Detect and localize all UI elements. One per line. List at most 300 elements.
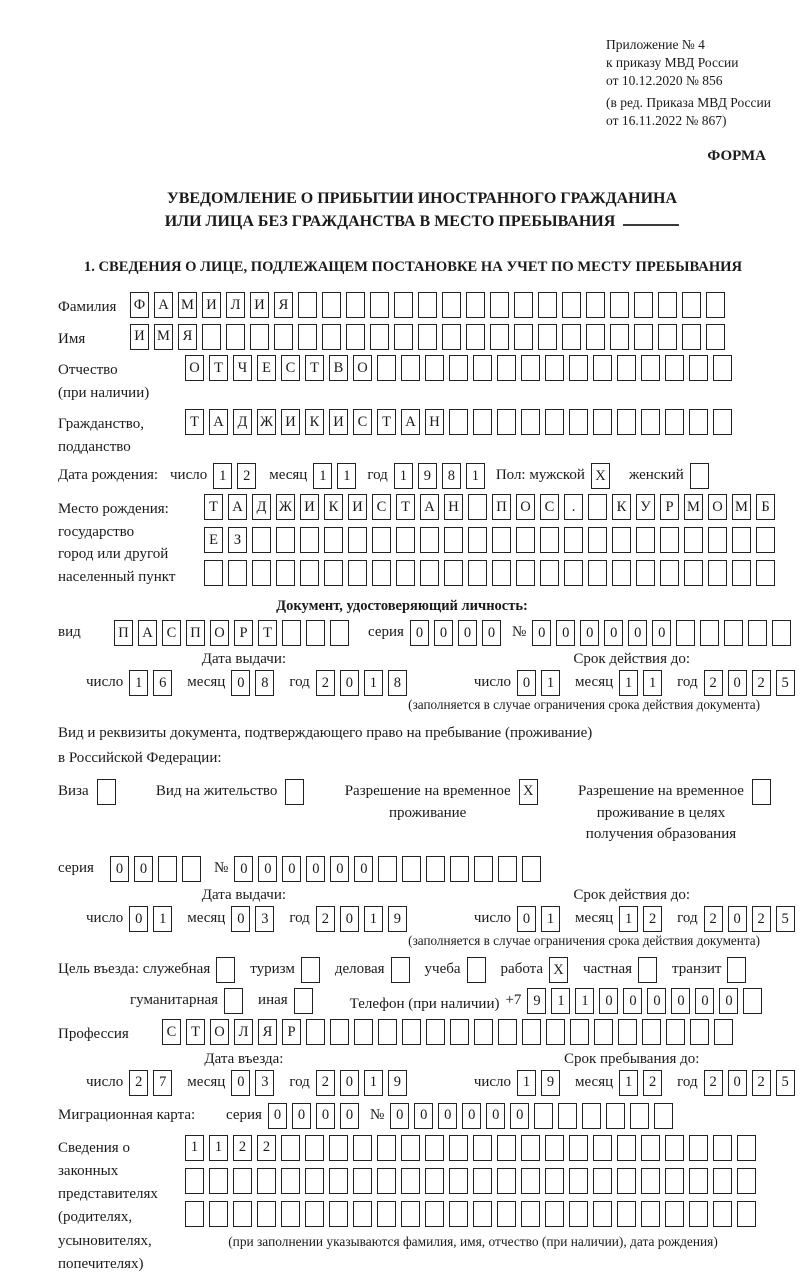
char-cell[interactable]: 8 xyxy=(255,670,274,696)
char-cell[interactable] xyxy=(204,560,223,586)
char-cell[interactable] xyxy=(498,1019,517,1045)
char-cell[interactable]: X xyxy=(519,779,538,805)
char-cell[interactable] xyxy=(682,292,701,318)
char-cell[interactable] xyxy=(346,292,365,318)
char-cell[interactable]: Н xyxy=(444,494,463,520)
char-cell[interactable]: О xyxy=(185,355,204,381)
char-cell[interactable] xyxy=(353,1201,372,1227)
char-cell[interactable]: 1 xyxy=(209,1135,228,1161)
char-cell[interactable]: С xyxy=(372,494,391,520)
char-cell[interactable] xyxy=(713,409,732,435)
char-cell[interactable] xyxy=(564,527,583,553)
char-cell[interactable] xyxy=(708,527,727,553)
char-cell[interactable] xyxy=(444,560,463,586)
char-cell[interactable] xyxy=(660,527,679,553)
char-cell[interactable] xyxy=(737,1168,756,1194)
char-cell[interactable]: 1 xyxy=(364,1070,383,1096)
char-cell[interactable] xyxy=(569,1135,588,1161)
char-cell[interactable]: 1 xyxy=(619,1070,638,1096)
char-cell[interactable] xyxy=(660,560,679,586)
char-cell[interactable] xyxy=(449,1201,468,1227)
char-cell[interactable]: 0 xyxy=(414,1103,433,1129)
char-cell[interactable] xyxy=(570,1019,589,1045)
char-cell[interactable] xyxy=(514,292,533,318)
char-cell[interactable] xyxy=(497,355,516,381)
char-cell[interactable] xyxy=(569,1168,588,1194)
char-cell[interactable] xyxy=(468,560,487,586)
char-cell[interactable]: 7 xyxy=(153,1070,172,1096)
char-cell[interactable] xyxy=(473,1168,492,1194)
char-cell[interactable]: 0 xyxy=(434,620,453,646)
char-cell[interactable]: 1 xyxy=(213,463,232,489)
char-cell[interactable] xyxy=(348,560,367,586)
char-cell[interactable] xyxy=(377,1201,396,1227)
char-cell[interactable] xyxy=(743,988,762,1014)
char-cell[interactable]: Н xyxy=(425,409,444,435)
char-cell[interactable] xyxy=(426,856,445,882)
char-cell[interactable]: 1 xyxy=(394,463,413,489)
char-cell[interactable] xyxy=(641,1135,660,1161)
char-cell[interactable] xyxy=(354,1019,373,1045)
char-cell[interactable] xyxy=(426,1019,445,1045)
char-cell[interactable]: 3 xyxy=(255,1070,274,1096)
char-cell[interactable]: Т xyxy=(204,494,223,520)
char-cell[interactable] xyxy=(353,1135,372,1161)
char-cell[interactable] xyxy=(634,292,653,318)
char-cell[interactable] xyxy=(540,527,559,553)
char-cell[interactable]: 9 xyxy=(388,1070,407,1096)
char-cell[interactable] xyxy=(305,1201,324,1227)
char-cell[interactable] xyxy=(298,324,317,350)
char-cell[interactable]: 0 xyxy=(628,620,647,646)
char-cell[interactable]: К xyxy=(324,494,343,520)
char-cell[interactable] xyxy=(394,292,413,318)
char-cell[interactable] xyxy=(281,1201,300,1227)
char-cell[interactable]: А xyxy=(138,620,157,646)
char-cell[interactable]: 8 xyxy=(388,670,407,696)
char-cell[interactable] xyxy=(521,1135,540,1161)
char-cell[interactable] xyxy=(689,355,708,381)
char-cell[interactable] xyxy=(593,355,612,381)
char-cell[interactable] xyxy=(713,1168,732,1194)
char-cell[interactable]: Л xyxy=(226,292,245,318)
char-cell[interactable] xyxy=(449,355,468,381)
char-cell[interactable] xyxy=(706,292,725,318)
char-cell[interactable]: С xyxy=(281,355,300,381)
char-cell[interactable]: 6 xyxy=(153,670,172,696)
char-cell[interactable]: 1 xyxy=(364,670,383,696)
char-cell[interactable] xyxy=(586,292,605,318)
char-cell[interactable] xyxy=(634,324,653,350)
char-cell[interactable] xyxy=(281,1168,300,1194)
char-cell[interactable] xyxy=(420,560,439,586)
char-cell[interactable]: 0 xyxy=(340,670,359,696)
char-cell[interactable]: 8 xyxy=(442,463,461,489)
char-cell[interactable]: 0 xyxy=(719,988,738,1014)
char-cell[interactable]: 1 xyxy=(575,988,594,1014)
char-cell[interactable]: 0 xyxy=(486,1103,505,1129)
char-cell[interactable] xyxy=(348,527,367,553)
char-cell[interactable]: Д xyxy=(233,409,252,435)
char-cell[interactable] xyxy=(401,1135,420,1161)
char-cell[interactable] xyxy=(610,292,629,318)
char-cell[interactable] xyxy=(281,1135,300,1161)
char-cell[interactable]: 2 xyxy=(704,670,723,696)
char-cell[interactable] xyxy=(394,324,413,350)
char-cell[interactable] xyxy=(466,324,485,350)
char-cell[interactable]: Р xyxy=(234,620,253,646)
char-cell[interactable] xyxy=(636,560,655,586)
char-cell[interactable] xyxy=(324,527,343,553)
char-cell[interactable] xyxy=(713,1201,732,1227)
char-cell[interactable] xyxy=(641,355,660,381)
char-cell[interactable]: С xyxy=(162,620,181,646)
char-cell[interactable] xyxy=(593,1168,612,1194)
char-cell[interactable] xyxy=(689,1168,708,1194)
char-cell[interactable]: 5 xyxy=(776,906,795,932)
char-cell[interactable]: 1 xyxy=(364,906,383,932)
char-cell[interactable]: 0 xyxy=(728,670,747,696)
char-cell[interactable] xyxy=(420,527,439,553)
char-cell[interactable]: 0 xyxy=(340,906,359,932)
char-cell[interactable] xyxy=(617,1201,636,1227)
char-cell[interactable] xyxy=(209,1168,228,1194)
char-cell[interactable] xyxy=(545,409,564,435)
char-cell[interactable]: 1 xyxy=(466,463,485,489)
char-cell[interactable] xyxy=(689,409,708,435)
char-cell[interactable] xyxy=(300,560,319,586)
char-cell[interactable]: Я xyxy=(178,324,197,350)
char-cell[interactable] xyxy=(713,355,732,381)
char-cell[interactable]: 1 xyxy=(619,906,638,932)
char-cell[interactable] xyxy=(202,324,221,350)
char-cell[interactable]: 9 xyxy=(527,988,546,1014)
char-cell[interactable] xyxy=(724,620,743,646)
char-cell[interactable] xyxy=(732,560,751,586)
char-cell[interactable] xyxy=(274,324,293,350)
char-cell[interactable]: Р xyxy=(282,1019,301,1045)
char-cell[interactable] xyxy=(690,1019,709,1045)
char-cell[interactable] xyxy=(330,620,349,646)
char-cell[interactable]: Т xyxy=(258,620,277,646)
char-cell[interactable]: З xyxy=(228,527,247,553)
char-cell[interactable] xyxy=(377,1135,396,1161)
char-cell[interactable]: 2 xyxy=(257,1135,276,1161)
char-cell[interactable] xyxy=(306,1019,325,1045)
char-cell[interactable] xyxy=(593,1201,612,1227)
char-cell[interactable] xyxy=(594,1019,613,1045)
char-cell[interactable] xyxy=(233,1201,252,1227)
char-cell[interactable] xyxy=(612,560,631,586)
char-cell[interactable]: 0 xyxy=(330,856,349,882)
char-cell[interactable]: И xyxy=(202,292,221,318)
char-cell[interactable] xyxy=(522,1019,541,1045)
char-cell[interactable] xyxy=(521,355,540,381)
char-cell[interactable] xyxy=(700,620,719,646)
char-cell[interactable]: Д xyxy=(252,494,271,520)
char-cell[interactable] xyxy=(490,292,509,318)
char-cell[interactable]: . xyxy=(564,494,583,520)
char-cell[interactable] xyxy=(442,292,461,318)
char-cell[interactable] xyxy=(329,1201,348,1227)
char-cell[interactable] xyxy=(546,1019,565,1045)
char-cell[interactable]: 0 xyxy=(268,1103,287,1129)
char-cell[interactable]: 2 xyxy=(752,906,771,932)
char-cell[interactable]: 1 xyxy=(541,670,560,696)
char-cell[interactable] xyxy=(322,292,341,318)
char-cell[interactable] xyxy=(665,355,684,381)
char-cell[interactable] xyxy=(665,409,684,435)
char-cell[interactable]: 1 xyxy=(129,670,148,696)
char-cell[interactable] xyxy=(250,324,269,350)
char-cell[interactable] xyxy=(617,1168,636,1194)
char-cell[interactable] xyxy=(300,527,319,553)
char-cell[interactable]: С xyxy=(353,409,372,435)
char-cell[interactable]: 9 xyxy=(541,1070,560,1096)
char-cell[interactable]: 0 xyxy=(340,1103,359,1129)
char-cell[interactable] xyxy=(684,527,703,553)
char-cell[interactable]: 0 xyxy=(316,1103,335,1129)
char-cell[interactable]: 9 xyxy=(418,463,437,489)
char-cell[interactable]: Л xyxy=(234,1019,253,1045)
char-cell[interactable] xyxy=(377,355,396,381)
char-cell[interactable] xyxy=(748,620,767,646)
char-cell[interactable]: 5 xyxy=(776,670,795,696)
char-cell[interactable]: 1 xyxy=(185,1135,204,1161)
char-cell[interactable] xyxy=(97,779,116,805)
char-cell[interactable]: Е xyxy=(204,527,223,553)
char-cell[interactable] xyxy=(690,463,709,489)
char-cell[interactable] xyxy=(233,1168,252,1194)
char-cell[interactable] xyxy=(474,1019,493,1045)
char-cell[interactable]: 5 xyxy=(776,1070,795,1096)
char-cell[interactable]: Ж xyxy=(276,494,295,520)
char-cell[interactable]: М xyxy=(178,292,197,318)
char-cell[interactable]: В xyxy=(329,355,348,381)
char-cell[interactable]: 0 xyxy=(623,988,642,1014)
char-cell[interactable] xyxy=(353,1168,372,1194)
char-cell[interactable] xyxy=(522,856,541,882)
char-cell[interactable] xyxy=(665,1135,684,1161)
char-cell[interactable] xyxy=(401,355,420,381)
char-cell[interactable] xyxy=(562,324,581,350)
char-cell[interactable] xyxy=(425,1168,444,1194)
char-cell[interactable]: 0 xyxy=(556,620,575,646)
char-cell[interactable]: Ф xyxy=(130,292,149,318)
char-cell[interactable] xyxy=(322,324,341,350)
char-cell[interactable]: К xyxy=(612,494,631,520)
char-cell[interactable] xyxy=(467,957,486,983)
char-cell[interactable] xyxy=(569,1201,588,1227)
char-cell[interactable] xyxy=(666,1019,685,1045)
char-cell[interactable] xyxy=(473,1135,492,1161)
char-cell[interactable] xyxy=(329,1168,348,1194)
char-cell[interactable]: Б xyxy=(756,494,775,520)
char-cell[interactable] xyxy=(521,409,540,435)
char-cell[interactable] xyxy=(276,560,295,586)
char-cell[interactable]: 0 xyxy=(231,906,250,932)
char-cell[interactable] xyxy=(593,409,612,435)
char-cell[interactable]: 2 xyxy=(233,1135,252,1161)
char-cell[interactable] xyxy=(449,409,468,435)
char-cell[interactable]: 0 xyxy=(604,620,623,646)
char-cell[interactable] xyxy=(545,1201,564,1227)
char-cell[interactable]: 0 xyxy=(599,988,618,1014)
char-cell[interactable] xyxy=(324,560,343,586)
char-cell[interactable]: 0 xyxy=(134,856,153,882)
char-cell[interactable]: С xyxy=(162,1019,181,1045)
char-cell[interactable]: Т xyxy=(209,355,228,381)
char-cell[interactable] xyxy=(285,779,304,805)
char-cell[interactable] xyxy=(252,560,271,586)
char-cell[interactable] xyxy=(708,560,727,586)
char-cell[interactable] xyxy=(402,856,421,882)
char-cell[interactable] xyxy=(684,560,703,586)
char-cell[interactable] xyxy=(545,1168,564,1194)
char-cell[interactable] xyxy=(617,409,636,435)
char-cell[interactable] xyxy=(752,779,771,805)
char-cell[interactable]: Р xyxy=(660,494,679,520)
char-cell[interactable]: 2 xyxy=(704,906,723,932)
char-cell[interactable]: У xyxy=(636,494,655,520)
char-cell[interactable]: 0 xyxy=(410,620,429,646)
char-cell[interactable] xyxy=(545,1135,564,1161)
char-cell[interactable]: 1 xyxy=(153,906,172,932)
char-cell[interactable] xyxy=(521,1168,540,1194)
char-cell[interactable] xyxy=(391,957,410,983)
char-cell[interactable] xyxy=(473,355,492,381)
char-cell[interactable] xyxy=(378,1019,397,1045)
char-cell[interactable]: Ж xyxy=(257,409,276,435)
char-cell[interactable]: Т xyxy=(305,355,324,381)
char-cell[interactable] xyxy=(538,324,557,350)
char-cell[interactable] xyxy=(282,620,301,646)
char-cell[interactable]: 2 xyxy=(643,906,662,932)
char-cell[interactable] xyxy=(257,1201,276,1227)
char-cell[interactable] xyxy=(638,957,657,983)
char-cell[interactable] xyxy=(617,355,636,381)
char-cell[interactable]: 0 xyxy=(354,856,373,882)
char-cell[interactable]: 2 xyxy=(316,670,335,696)
char-cell[interactable] xyxy=(516,560,535,586)
char-cell[interactable] xyxy=(689,1201,708,1227)
char-cell[interactable]: 2 xyxy=(316,1070,335,1096)
char-cell[interactable] xyxy=(641,409,660,435)
char-cell[interactable]: А xyxy=(228,494,247,520)
char-cell[interactable] xyxy=(418,292,437,318)
char-cell[interactable]: X xyxy=(591,463,610,489)
char-cell[interactable] xyxy=(305,1168,324,1194)
char-cell[interactable]: 0 xyxy=(728,906,747,932)
char-cell[interactable] xyxy=(474,856,493,882)
char-cell[interactable]: 0 xyxy=(510,1103,529,1129)
char-cell[interactable] xyxy=(737,1201,756,1227)
char-cell[interactable] xyxy=(588,560,607,586)
char-cell[interactable] xyxy=(713,1135,732,1161)
char-cell[interactable]: П xyxy=(492,494,511,520)
char-cell[interactable] xyxy=(641,1168,660,1194)
char-cell[interactable] xyxy=(610,324,629,350)
char-cell[interactable] xyxy=(257,1168,276,1194)
char-cell[interactable] xyxy=(185,1201,204,1227)
char-cell[interactable]: 0 xyxy=(482,620,501,646)
char-cell[interactable]: А xyxy=(209,409,228,435)
char-cell[interactable] xyxy=(562,292,581,318)
char-cell[interactable]: М xyxy=(154,324,173,350)
char-cell[interactable]: 0 xyxy=(438,1103,457,1129)
char-cell[interactable]: И xyxy=(250,292,269,318)
char-cell[interactable] xyxy=(492,560,511,586)
char-cell[interactable] xyxy=(372,527,391,553)
char-cell[interactable]: Я xyxy=(274,292,293,318)
char-cell[interactable]: 1 xyxy=(551,988,570,1014)
char-cell[interactable]: 0 xyxy=(695,988,714,1014)
char-cell[interactable] xyxy=(756,560,775,586)
char-cell[interactable]: Е xyxy=(257,355,276,381)
char-cell[interactable]: 2 xyxy=(129,1070,148,1096)
char-cell[interactable] xyxy=(618,1019,637,1045)
char-cell[interactable]: А xyxy=(154,292,173,318)
char-cell[interactable]: А xyxy=(401,409,420,435)
char-cell[interactable]: 1 xyxy=(313,463,332,489)
char-cell[interactable] xyxy=(654,1103,673,1129)
char-cell[interactable] xyxy=(402,1019,421,1045)
char-cell[interactable] xyxy=(449,1135,468,1161)
char-cell[interactable]: 0 xyxy=(234,856,253,882)
char-cell[interactable] xyxy=(396,527,415,553)
char-cell[interactable] xyxy=(226,324,245,350)
char-cell[interactable]: И xyxy=(130,324,149,350)
char-cell[interactable] xyxy=(228,560,247,586)
char-cell[interactable]: 0 xyxy=(517,906,536,932)
char-cell[interactable]: С xyxy=(540,494,559,520)
char-cell[interactable]: 0 xyxy=(306,856,325,882)
char-cell[interactable] xyxy=(737,1135,756,1161)
char-cell[interactable]: 1 xyxy=(337,463,356,489)
char-cell[interactable] xyxy=(449,1168,468,1194)
char-cell[interactable]: 0 xyxy=(282,856,301,882)
char-cell[interactable]: 0 xyxy=(458,620,477,646)
char-cell[interactable] xyxy=(569,355,588,381)
char-cell[interactable] xyxy=(346,324,365,350)
char-cell[interactable]: 1 xyxy=(619,670,638,696)
char-cell[interactable] xyxy=(490,324,509,350)
char-cell[interactable]: И xyxy=(300,494,319,520)
char-cell[interactable] xyxy=(564,560,583,586)
char-cell[interactable] xyxy=(377,1168,396,1194)
char-cell[interactable] xyxy=(586,324,605,350)
char-cell[interactable]: 0 xyxy=(580,620,599,646)
char-cell[interactable] xyxy=(330,1019,349,1045)
char-cell[interactable] xyxy=(473,409,492,435)
char-cell[interactable]: Т xyxy=(185,409,204,435)
char-cell[interactable]: 0 xyxy=(340,1070,359,1096)
char-cell[interactable]: 0 xyxy=(728,1070,747,1096)
char-cell[interactable] xyxy=(756,527,775,553)
char-cell[interactable] xyxy=(498,856,517,882)
char-cell[interactable] xyxy=(665,1201,684,1227)
char-cell[interactable]: 0 xyxy=(110,856,129,882)
char-cell[interactable] xyxy=(276,527,295,553)
char-cell[interactable] xyxy=(370,324,389,350)
char-cell[interactable] xyxy=(540,560,559,586)
char-cell[interactable]: 0 xyxy=(671,988,690,1014)
char-cell[interactable] xyxy=(182,856,201,882)
char-cell[interactable] xyxy=(569,409,588,435)
char-cell[interactable]: 0 xyxy=(517,670,536,696)
char-cell[interactable]: 2 xyxy=(643,1070,662,1096)
char-cell[interactable] xyxy=(306,620,325,646)
